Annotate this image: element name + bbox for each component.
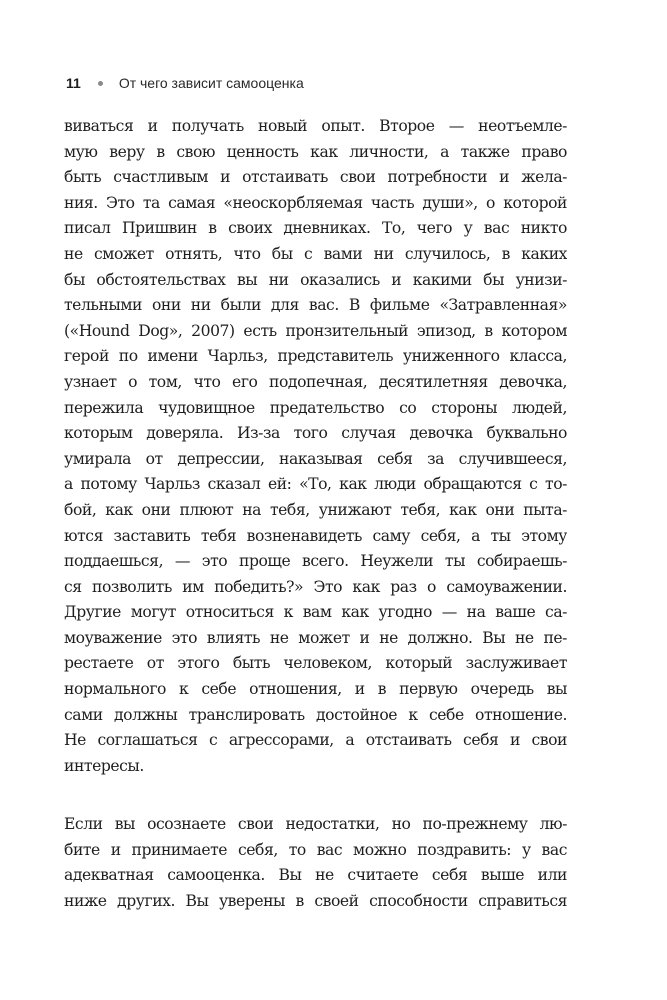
text-line: умирала от депрессии, наказывая себя за случившееся,	[64, 449, 567, 468]
text-line: бы обстоятельствах вы ни оказались и какими бы унизи-	[64, 270, 567, 289]
text-line: моуважение это влиять не может и не должно. Вы не пе-	[64, 628, 567, 647]
text-line: герой по имени Чарльз, представитель униженного класса,	[64, 347, 567, 366]
text-line: виваться и получать новый опыт. Второе — неотъемле-	[64, 117, 567, 135]
section-title: От чего зависит самооценка	[118, 75, 304, 91]
text-line: ся позволить им победить?» Это как раз о самоуважении.	[64, 577, 567, 596]
text-line: рестаете от этого быть человеком, который заслуживает	[64, 654, 567, 673]
text-line: писал Пришвин в своих дневниках. То, чего у вас никто	[64, 219, 567, 238]
text-line: бите и принимаете себя, то вас можно поздравить: у вас	[64, 840, 567, 859]
text-line: («Hound Dog», 2007) есть пронзительный эпизод, в котором	[64, 321, 567, 340]
text-line: бой, как они плюют на тебя, унижают тебя, как они пыта-	[64, 500, 567, 519]
text-line: Не соглашаться с агрессорами, а отстаивать себя и свои	[64, 731, 567, 750]
text-line: мую веру в свою ценность как личности, а также право	[64, 142, 567, 161]
paragraph-1	[64, 114, 567, 779]
paragraph-2	[64, 812, 567, 914]
text-line: быть счастливым и отстаивать свои потребности и жела-	[64, 168, 567, 187]
text-line: узнает о том, что его подопечная, десятилетняя девочка,	[64, 372, 567, 391]
text-line: ются заставить тебя возненавидеть саму себя, а ты этому	[64, 526, 567, 545]
text-line: ниже других. Вы уверены в своей способности справиться	[64, 891, 567, 910]
text-line: Если вы осознаете свои недостатки, но по-прежнему лю-	[64, 815, 567, 833]
text-line: поддаешься, — это проще всего. Неужели ты собираешь-	[64, 552, 567, 571]
text-line: тельными они ни были для вас. В фильме «Затравленная»	[64, 296, 567, 315]
bullet-separator-icon	[98, 81, 103, 86]
text-line: нормального к себе отношения, и в первую очередь вы	[64, 680, 567, 699]
text-line: которым доверяла. Из-за того случая девочка буквально	[64, 424, 567, 443]
running-header	[66, 73, 304, 93]
text-line: а потому Чарльз сказал ей: «То, как люди обращаются с то-	[64, 475, 567, 494]
page-number: 11	[66, 75, 81, 91]
text-line: интересы.	[64, 756, 144, 775]
text-line: не сможет отнять, что бы с вами ни случилось, в каких	[64, 244, 567, 263]
text-line: ния. Это та самая «неоскорбляемая часть души», о которой	[64, 193, 567, 212]
text-line: Другие могут относиться к вам как угодно — на ваше са-	[64, 603, 567, 622]
text-line: пережила чудовищное предательство со стороны людей,	[64, 398, 567, 417]
text-line: сами должны транслировать достойное к себе отношение.	[64, 705, 567, 724]
text-line: адекватная самооценка. Вы не считаете себя выше или	[64, 866, 567, 885]
